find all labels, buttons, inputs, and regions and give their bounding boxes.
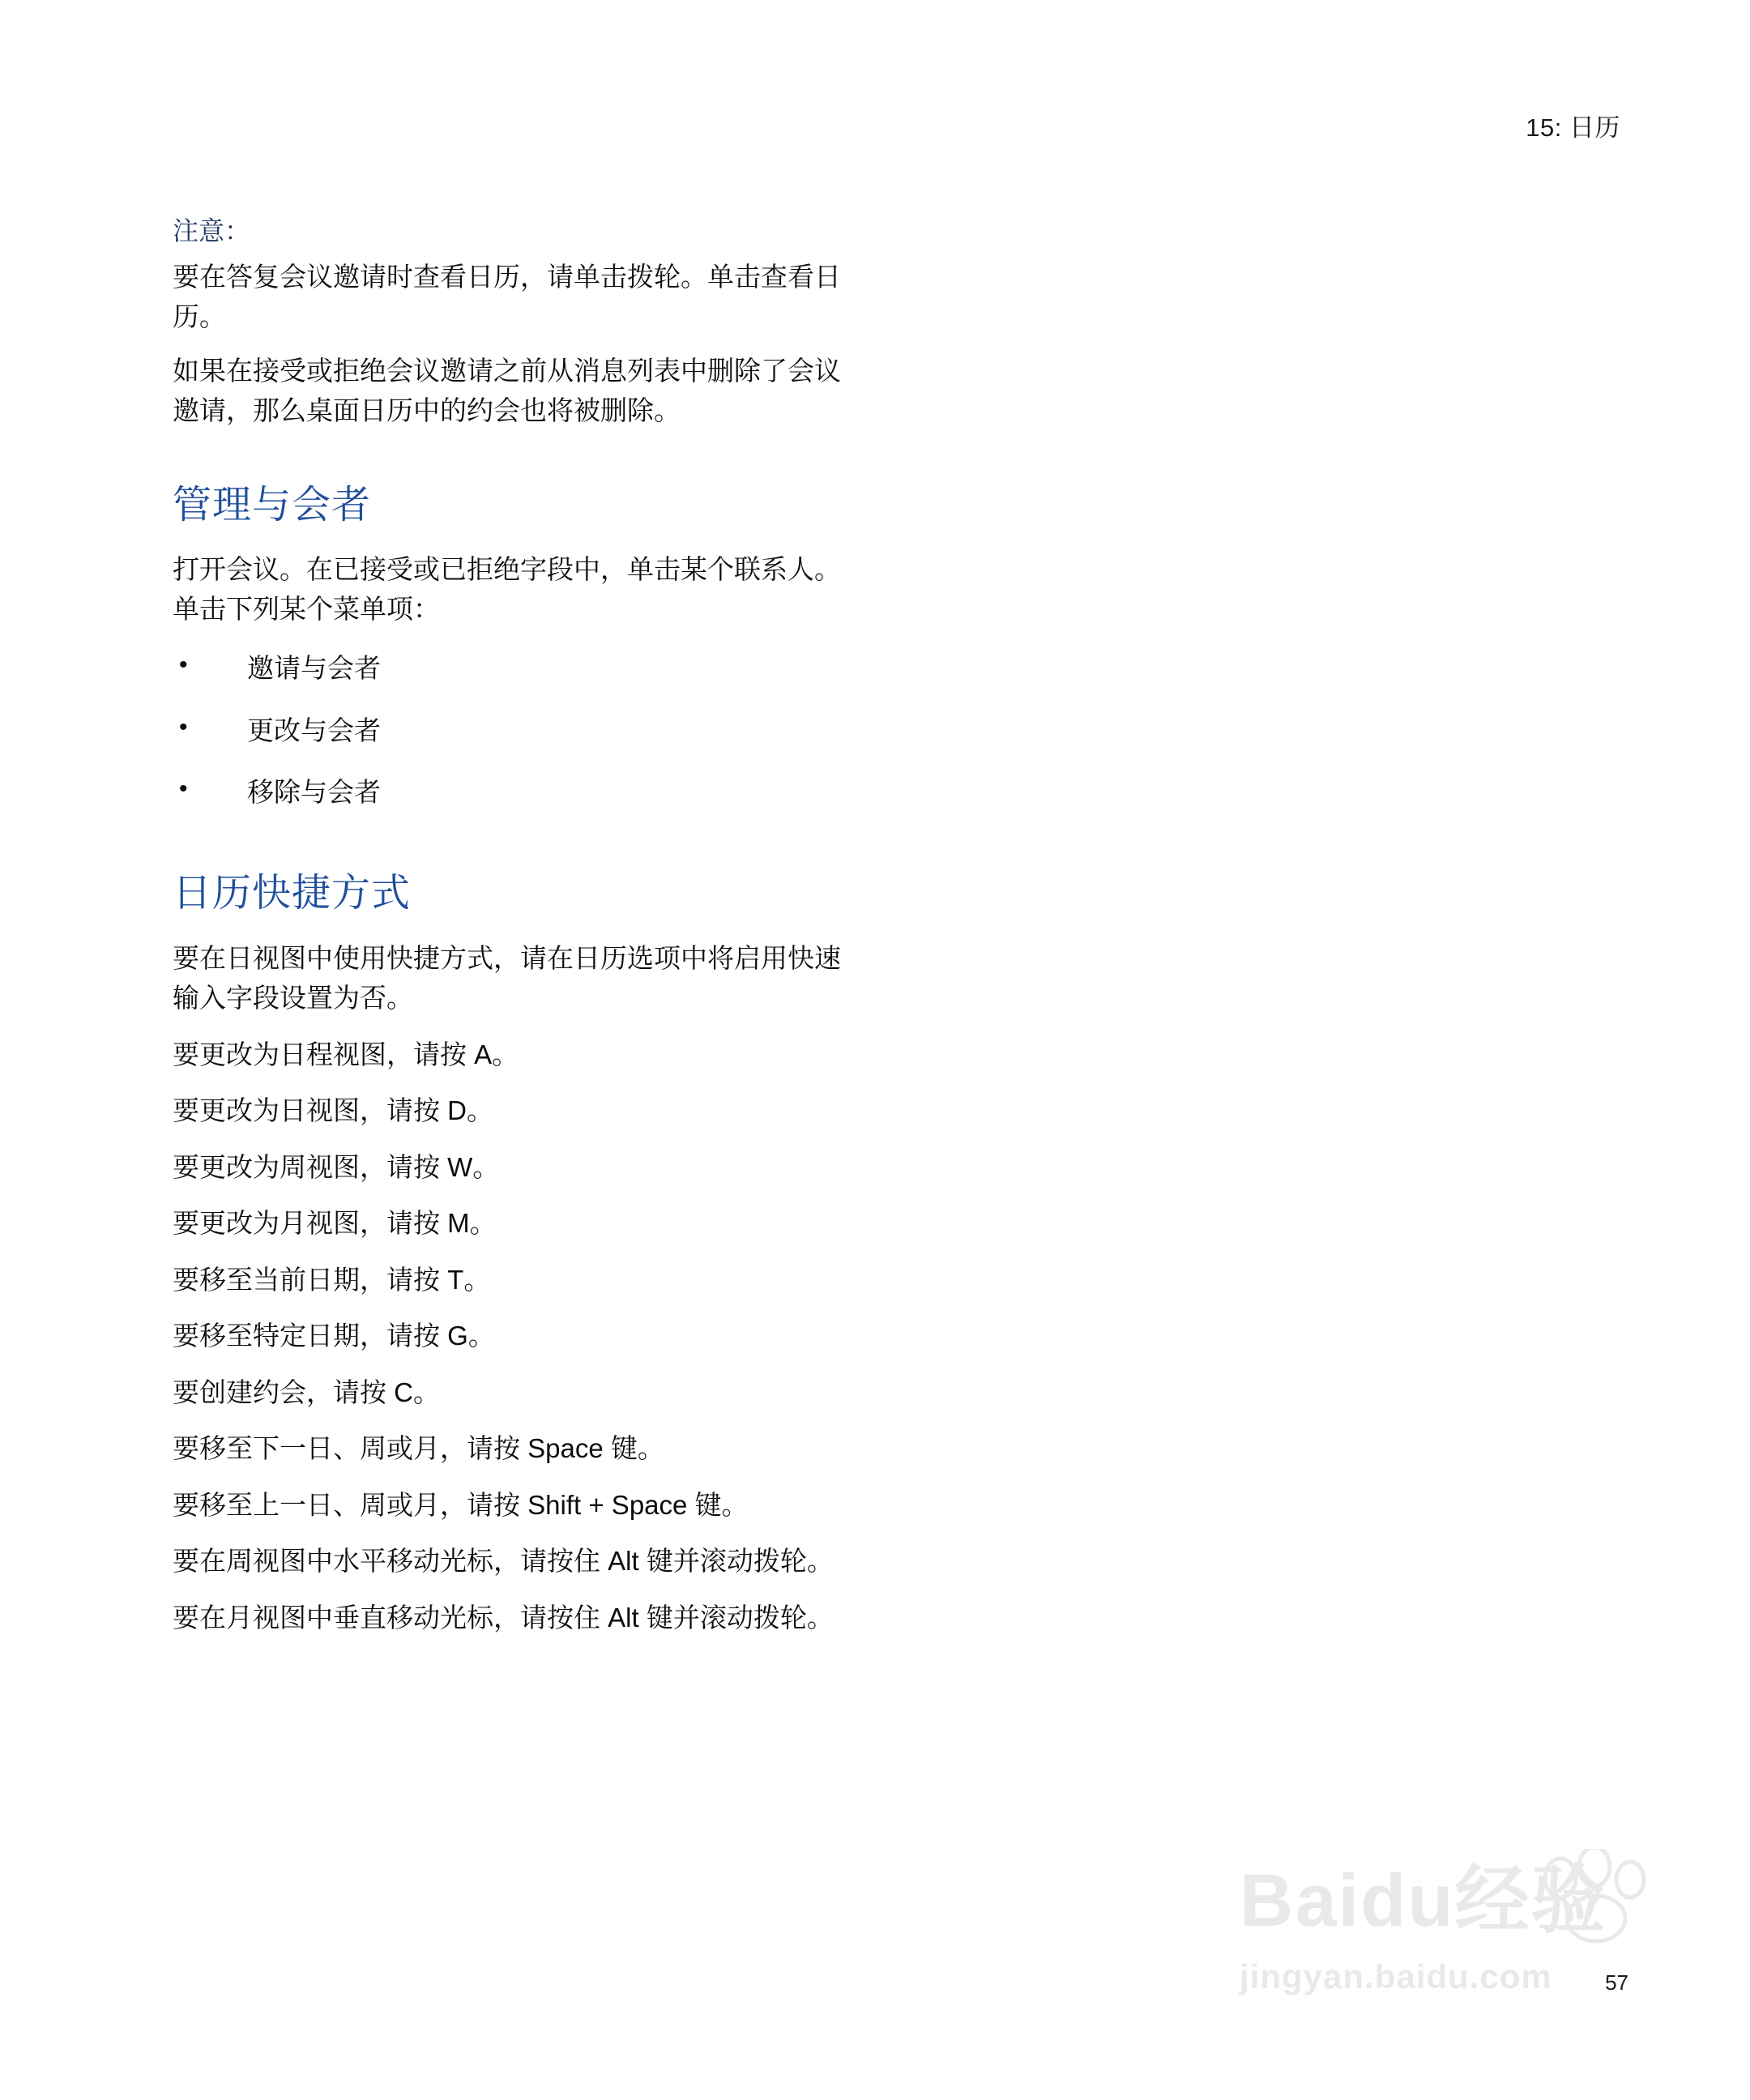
shortcut-line: 要在周视图中水平移动光标，请按住 Alt 键并滚动拨轮。 [173,1546,834,1577]
shortcut-line: 要更改为周视图，请按 W。 [173,1151,500,1182]
section-title-calendar-shortcuts: 日历快捷方式 [173,871,412,915]
watermark [1240,1859,1661,2042]
shortcut-line: 要移至特定日期，请按 G。 [173,1321,495,1351]
list-item: • 邀请与会者 [173,650,853,687]
list-item: • 更改与会者 [173,712,853,749]
shortcut-line: 要移至上一日、周或月，请按 Shift + Space 键。 [173,1489,749,1520]
shortcut-line: 要在日视图中使用快捷方式，请在日历选项中将启用快速输入字段设置为否。 [173,942,841,1014]
shortcut-line: 要更改为月视图，请按 M。 [173,1208,497,1239]
shortcut-line: 要更改为日视图，请按 D。 [173,1095,493,1126]
page-number: 57 [1605,1970,1628,1995]
shortcut-line: 要更改为日程视图，请按 A。 [173,1039,519,1069]
paw-icon [1536,1849,1658,1946]
section-intro-manage-attendees: 打开会议。在已接受或已拒绝字段中，单击某个联系人。单击下列某个菜单项： [173,553,841,624]
note-label: 注意： [173,216,251,245]
attendee-action-list [173,650,853,811]
watermark-url: jingyan.baidu.com [1240,1957,1552,1995]
shortcut-line: 要移至下一日、周或月，请按 Space 键。 [173,1433,664,1464]
shortcut-line: 要移至当前日期，请按 T。 [173,1264,491,1295]
watermark-brand: Baidu经验 [1240,1859,1607,1942]
shortcut-line: 要在月视图中垂直移动光标，请按住 Alt 键并滚动拨轮。 [173,1602,834,1633]
page-content [173,212,853,1654]
section-title-manage-attendees: 管理与会者 [173,483,372,527]
running-header: 15: 日历 [1526,113,1620,142]
note-paragraph-1: 要在答复会议邀请时查看日历，请单击拨轮。单击查看日历。 [173,262,841,332]
shortcut-line: 要创建约会，请按 C。 [173,1377,440,1407]
list-item: • 移除与会者 [173,774,853,811]
note-paragraph-2: 如果在接受或拒绝会议邀请之前从消息列表中删除了会议邀请，那么桌面日历中的约会也将被删除。 [173,356,841,425]
